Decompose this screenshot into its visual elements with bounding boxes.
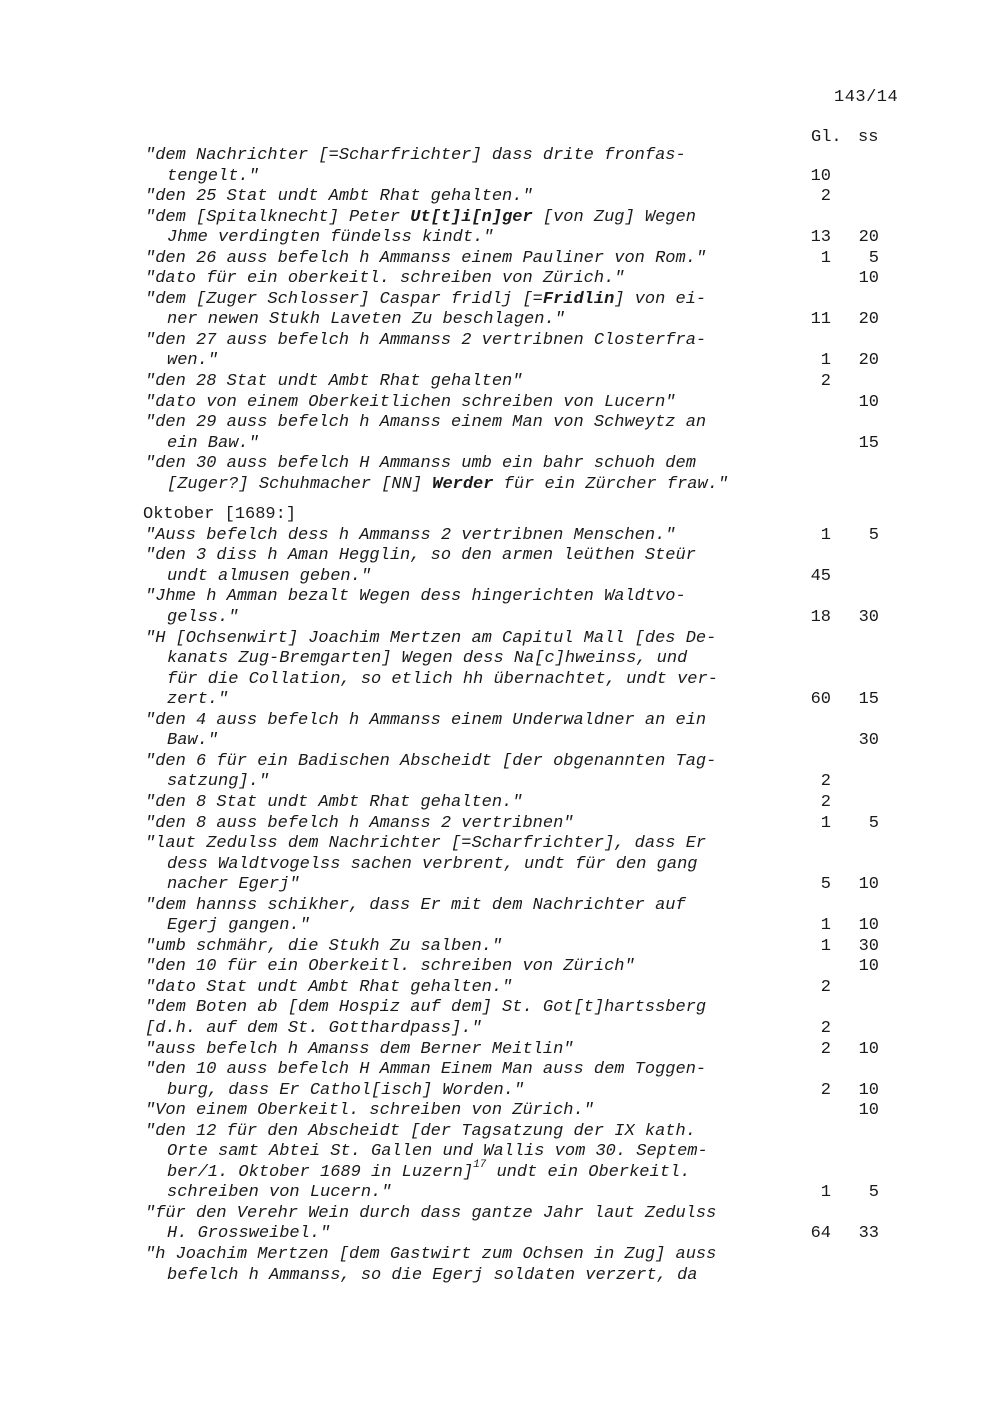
amount-schilling: 30: [858, 731, 879, 751]
amount-schilling: 30: [858, 608, 879, 628]
ledger-line: [145, 1183, 905, 1204]
ledger-line: [145, 587, 905, 608]
month-heading-text: Oktober [1689:]: [143, 505, 297, 525]
ledger-line: [145, 546, 905, 567]
ledger-line: [145, 1122, 905, 1143]
entry-text: "dem Boten ab [dem Hospiz auf dem] St. Got[t]hartssberg: [145, 998, 707, 1018]
entry-text: "auss befelch h Amanss dem Berner Meitlin": [145, 1039, 574, 1059]
ledger-line: [145, 208, 905, 229]
ledger-line: [145, 290, 905, 311]
ledger-line: [145, 146, 905, 167]
entry-text: "Jhme h Amman bezalt Wegen dess hingerichten Waldtvo-: [145, 587, 686, 607]
entry-text: burg, dass Er Cathol[isch] Worden.": [167, 1080, 525, 1100]
entry-text: zert.": [167, 690, 229, 710]
amount-gulden: 5: [820, 875, 831, 895]
ledger-line: [145, 670, 905, 691]
entry-text: H. Grossweibel.": [167, 1224, 331, 1244]
ledger-line: [145, 351, 905, 372]
ledger-line: [145, 608, 905, 629]
entry-text: "den 25 Stat undt Ambt Rhat gehalten.": [145, 187, 533, 207]
ledger-line: [145, 393, 905, 414]
entry-text: Jhme verdingten fündelss kindt.": [167, 228, 494, 248]
amount-schilling: 10: [858, 875, 879, 895]
amount-schilling: 30: [858, 936, 879, 956]
ledger-line: [145, 998, 905, 1019]
ledger-line: [145, 1081, 905, 1102]
ledger-line: [145, 896, 905, 917]
entry-text: "laut Zedulss dem Nachrichter [=Scharfrichter], dass Er: [145, 834, 707, 854]
entry-text: "dem [Zuger Schlosser] Caspar fridlj [=Fridlin] von ei-: [145, 289, 707, 309]
entry-text: "den 8 auss befelch h Amanss 2 vertribnen": [145, 813, 574, 833]
ledger-line: [145, 875, 905, 896]
amount-gulden: 13: [810, 228, 831, 248]
entry-text: "dem Nachrichter [=Scharfrichter] dass drite fronfas-: [145, 146, 686, 165]
ledger-line: [145, 331, 905, 352]
entry-text: ner newen Stukh Laveten Zu beschlagen.": [167, 310, 565, 330]
entry-text: "den 30 auss befelch H Ammanss umb ein bahr schuoh dem: [145, 454, 696, 474]
ledger-line: [145, 1019, 905, 1040]
entry-text: "den 12 für den Abscheidt [der Tagsatzung der IX kath.: [145, 1121, 696, 1141]
ledger-line: [145, 1224, 905, 1245]
ledger-line: [145, 434, 905, 455]
amount-schilling: 10: [858, 916, 879, 936]
ledger-line: [145, 228, 905, 249]
ledger-line: [145, 1040, 905, 1061]
amount-schilling: 10: [858, 269, 879, 289]
amount-gulden: 2: [820, 977, 831, 997]
ledger-line: [145, 413, 905, 434]
amount-gulden: 2: [820, 772, 831, 792]
ledger-line: [145, 187, 905, 208]
amount-gulden: 2: [820, 187, 831, 207]
ledger-line: [145, 1245, 905, 1266]
amount-gulden: 1: [820, 351, 831, 371]
entry-text: "den 10 für ein Oberkeitl. schreiben von Zürich": [145, 957, 635, 977]
ledger-line: [145, 1158, 905, 1184]
amount-schilling: 5: [868, 1183, 879, 1203]
entry-text: "den 28 Stat undt Ambt Rhat gehalten": [145, 372, 523, 392]
amount-schilling: 20: [858, 310, 879, 330]
amount-schilling: 15: [858, 690, 879, 710]
entry-text: Baw.": [167, 731, 219, 751]
amount-schilling: 15: [858, 433, 879, 453]
entry-text: "den 27 auss befelch h Ammanss 2 vertribnen Closterfra-: [145, 330, 707, 350]
column-header-schilling: ss: [858, 128, 879, 147]
ledger-line: [145, 567, 905, 588]
amount-gulden: 2: [820, 1080, 831, 1100]
ledger-line: [145, 793, 905, 814]
amount-gulden: 2: [820, 1018, 831, 1038]
entry-text: "den 8 Stat undt Ambt Rhat gehalten.": [145, 792, 523, 812]
amount-gulden: 18: [810, 608, 831, 628]
entry-text: "den 3 diss h Aman Hegglin, so den armen leüthen Steür: [145, 546, 696, 566]
ledger-line: [145, 937, 905, 958]
ledger-line: [145, 1142, 905, 1163]
amount-schilling: 20: [858, 228, 879, 248]
ledger-line: [145, 649, 905, 670]
amount-gulden: 10: [810, 166, 831, 186]
ledger-line: [145, 310, 905, 331]
ledger-line: [145, 269, 905, 290]
ledger-line: [145, 475, 905, 496]
ledger-line: [145, 1266, 905, 1287]
ledger-line: [145, 526, 905, 547]
ledger-line: [145, 249, 905, 270]
ledger-line: [145, 454, 905, 475]
entry-text: "den 26 auss befelch h Ammanss einem Pauliner von Rom.": [145, 248, 707, 268]
entry-text: "umb schmähr, die Stukh Zu salben.": [145, 936, 503, 956]
entry-text: "Auss befelch dess h Ammanss 2 vertribnen Menschen.": [145, 525, 676, 545]
ledger-line: [145, 752, 905, 773]
ledger-line: [145, 711, 905, 732]
amount-schilling: 10: [858, 392, 879, 412]
ledger-line: [145, 372, 905, 393]
page-number: 143/14: [834, 88, 899, 107]
ledger-line: [145, 834, 905, 855]
entry-text: undt almusen geben.": [167, 566, 372, 586]
ledger-line: [145, 1060, 905, 1081]
entry-text: "dato Stat undt Ambt Rhat gehalten.": [145, 977, 513, 997]
amount-gulden: 45: [810, 566, 831, 586]
amount-schilling: 20: [858, 351, 879, 371]
ledger-line: [145, 916, 905, 937]
entry-text: für die Collation, so etlich hh übernachtet, undt ver-: [167, 669, 718, 689]
amount-schilling: 33: [858, 1224, 879, 1244]
ledger-entries: [145, 146, 905, 1286]
entry-text: [d.h. auf dem St. Gotthardpass].": [145, 1018, 482, 1038]
entry-text: schreiben von Lucern.": [167, 1183, 392, 1203]
entry-text: "dato für ein oberkeitl. schreiben von Zürich.": [145, 269, 625, 289]
ledger-line: [145, 1204, 905, 1225]
amount-schilling: 10: [858, 957, 879, 977]
ledger-line: [145, 167, 905, 188]
entry-text: [Zuger?] Schuhmacher [NN] Werder für ein Zürcher fraw.": [167, 474, 729, 494]
ledger-line: [145, 814, 905, 835]
ledger-line: [145, 629, 905, 650]
entry-text: wen.": [167, 351, 219, 371]
entry-text: "Von einem Oberkeitl. schreiben von Zürich.": [145, 1101, 594, 1121]
entry-text: Orte samt Abtei St. Gallen und Wallis vom 30. Septem-: [167, 1142, 708, 1162]
ledger-line: [145, 772, 905, 793]
ledger-line: [145, 731, 905, 752]
entry-text: dess Waldtvogelss sachen verbrent, undt für den gang: [167, 854, 698, 874]
entry-text: befelch h Ammanss, so die Egerj soldaten verzert, da: [167, 1265, 698, 1285]
entry-text: Egerj gangen.": [167, 916, 310, 936]
entry-text: "dem [Spitalknecht] Peter Ut[t]i[n]ger [von Zug] Wegen: [145, 207, 696, 227]
amount-schilling: 5: [868, 248, 879, 268]
ledger-line: [145, 855, 905, 876]
ledger-line: [145, 978, 905, 999]
amount-gulden: 1: [820, 936, 831, 956]
amount-gulden: 2: [820, 1039, 831, 1059]
entry-text: gelss.": [167, 608, 239, 628]
amount-gulden: 11: [810, 310, 831, 330]
entry-text: nacher Egerj": [167, 875, 300, 895]
section-spacer: [145, 495, 905, 505]
amount-gulden: 1: [820, 525, 831, 545]
entry-text: kanats Zug-Bremgarten] Wegen dess Na[c]hweinss, und: [167, 649, 688, 669]
entry-text: satzung].": [167, 772, 270, 792]
entry-text: tengelt.": [167, 166, 259, 186]
ledger-line: [145, 690, 905, 711]
ledger-line: [145, 1101, 905, 1122]
entry-text: "den 10 auss befelch H Amman Einem Man auss dem Toggen-: [145, 1060, 707, 1080]
ledger-line: [145, 957, 905, 978]
entry-text: "für den Verehr Wein durch dass gantze Jahr laut Zedulss: [145, 1203, 717, 1223]
amount-gulden: 60: [810, 690, 831, 710]
month-heading: [145, 505, 905, 526]
amount-gulden: 2: [820, 792, 831, 812]
amount-schilling: 10: [858, 1101, 879, 1121]
entry-text: "den 6 für ein Badischen Abscheidt [der obgenannten Tag-: [145, 751, 717, 771]
amount-gulden: 2: [820, 372, 831, 392]
amount-schilling: 10: [858, 1080, 879, 1100]
amount-gulden: 1: [820, 813, 831, 833]
entry-text: "dem hannss schikher, dass Er mit dem Nachrichter auf: [145, 895, 686, 915]
amount-gulden: 1: [820, 1183, 831, 1203]
column-header-gulden: Gl.: [811, 128, 842, 147]
amount-schilling: 5: [868, 525, 879, 545]
entry-text: "h Joachim Mertzen [dem Gastwirt zum Ochsen in Zug] auss: [145, 1244, 717, 1264]
entry-text: "dato von einem Oberkeitlichen schreiben von Lucern": [145, 392, 676, 412]
entry-text: "H [Ochsenwirt] Joachim Mertzen am Capitul Mall [des De-: [145, 628, 717, 648]
amount-gulden: 64: [810, 1224, 831, 1244]
amount-gulden: 1: [820, 916, 831, 936]
entry-text: ber/1. Oktober 1689 in Luzern]$^{17}$ undt ein Oberkeitl.: [167, 1158, 691, 1182]
entry-text: ein Baw.": [167, 433, 259, 453]
amount-gulden: 1: [820, 248, 831, 268]
entry-text: "den 29 auss befelch h Amanss einem Man von Schweytz an: [145, 413, 707, 433]
entry-text: "den 4 auss befelch h Ammanss einem Underwaldner an ein: [145, 710, 707, 730]
amount-schilling: 5: [868, 813, 879, 833]
amount-schilling: 10: [858, 1039, 879, 1059]
